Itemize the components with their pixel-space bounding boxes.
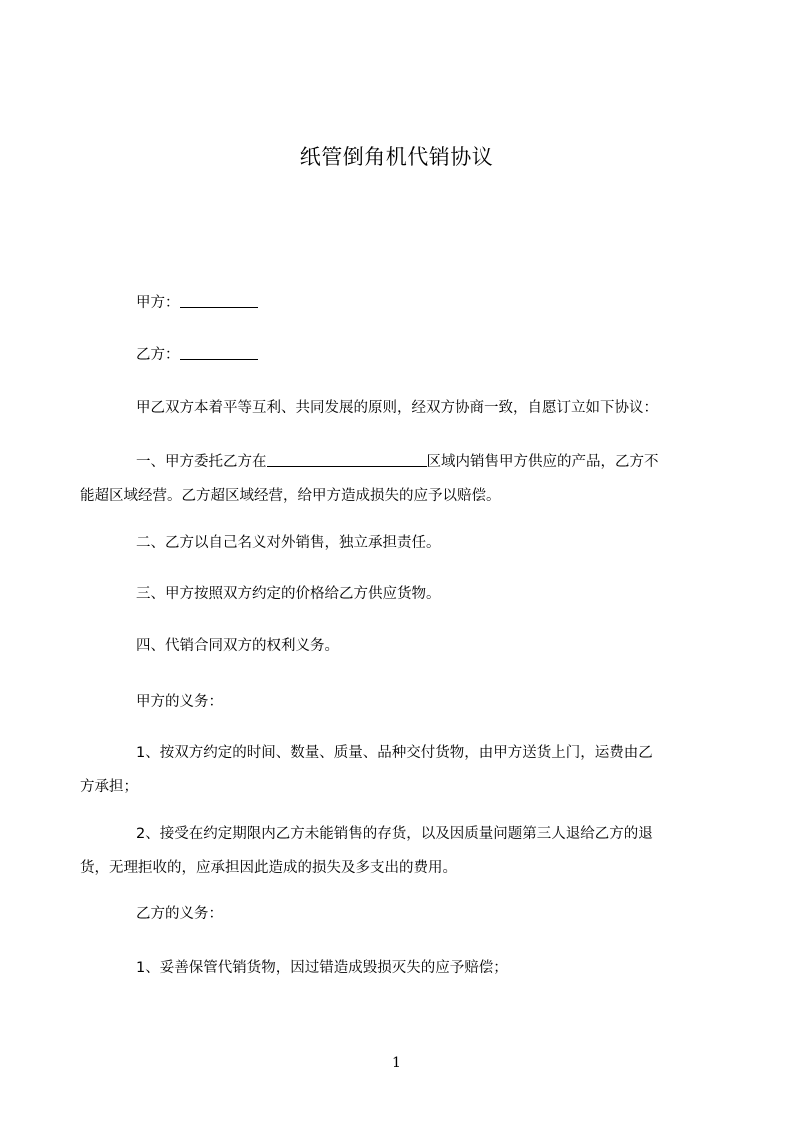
party-b-duties-heading: 乙方的义务： xyxy=(136,906,223,922)
document-title: 纸管倒角机代销协议 xyxy=(299,145,494,169)
clause-1-blank xyxy=(267,452,427,467)
clause-1-suffix: 区域内销售甲方供应的产品，乙方不 xyxy=(426,454,659,470)
clause-1-line-1 xyxy=(108,445,708,479)
party-a-duties-heading: 甲方的义务： xyxy=(136,694,223,710)
a-duty-2-line-2: 货，无理拒收的，应承担因此造成的损失及多支出的费用。 xyxy=(80,860,457,876)
clause-4: 四、代销合同双方的权利义务。 xyxy=(136,638,339,654)
clause-2: 二、乙方以自己名义对外销售，独立承担责任。 xyxy=(136,535,441,551)
party-b-line xyxy=(108,338,708,372)
party-a-duty-2 xyxy=(80,817,708,885)
page-number: 1 xyxy=(392,1055,401,1071)
clause-1-line-2: 能超区域经营。乙方超区域经营，给甲方造成损失的应予以赔偿。 xyxy=(80,488,501,504)
party-a-blank xyxy=(180,293,258,308)
preamble: 甲乙双方本着平等互利、共同发展的原则，经双方协商一致，自愿订立如下协议： xyxy=(136,400,658,416)
party-b-label: 乙方： xyxy=(136,347,180,363)
clause-1-prefix: 一、甲方委托乙方在 xyxy=(136,454,267,470)
clause-3: 三、甲方按照双方约定的价格给乙方供应货物。 xyxy=(136,586,441,602)
party-b-duty-1: 1、妥善保管代销货物，因过错造成毁损灭失的应予赔偿； xyxy=(136,960,508,976)
party-a-duty-1 xyxy=(80,736,708,804)
a-duty-2-line-1: 2、接受在约定期限内乙方未能销售的存货，以及因质量问题第三人退给乙方的退 xyxy=(136,826,653,842)
a-duty-1-line-1: 1、按双方约定的时间、数量、质量、品种交付货物，由甲方送货上门，运费由乙 xyxy=(136,745,653,761)
party-b-blank xyxy=(180,345,258,360)
a-duty-1-line-2: 方承担； xyxy=(80,779,138,795)
clause-1 xyxy=(80,445,708,513)
party-a-line xyxy=(108,286,708,320)
party-a-label: 甲方： xyxy=(136,295,180,311)
